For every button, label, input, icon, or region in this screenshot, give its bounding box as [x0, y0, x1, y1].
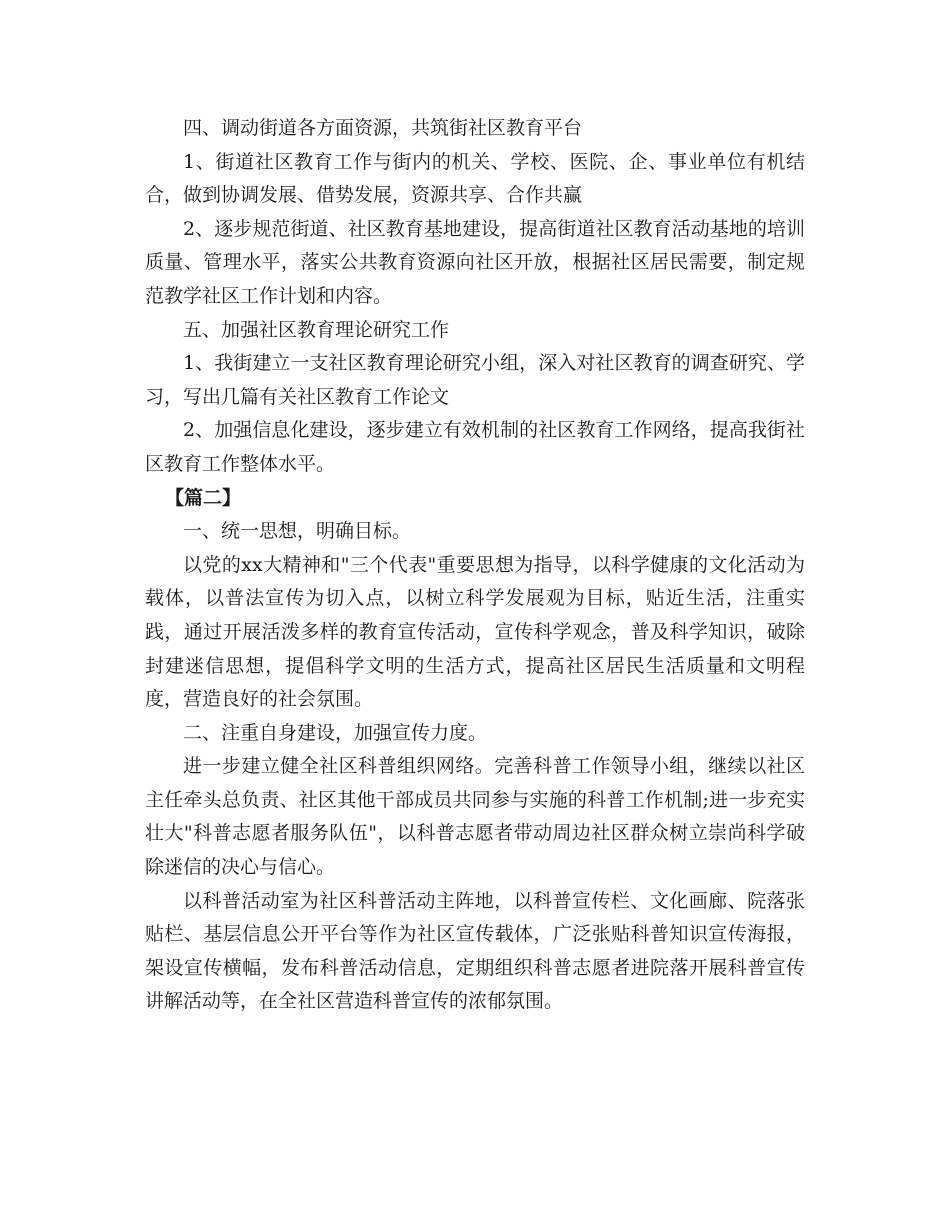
- part-two-heading: 【篇二】: [165, 486, 242, 509]
- paragraph: 以党的xx大精神和"三个代表"重要思想为指导，以科学健康的文化活动为载体，以普法宣传为切入点，以树立科学发展观为目标，贴近生活，注重实践，通过开展活泼多样的教育宣传活动，宣传科学观念，普及科学知识，破除封建迷信思想，提倡科学文明的生活方式，提高社区居民生活质量和文明程度，营造良好的社会氛围。: [145, 553, 805, 711]
- section-heading-2: 二、注重自身建设，加强宣传力度。: [183, 721, 488, 744]
- paragraph: 以科普活动室为社区科普活动主阵地，以科普宣传栏、文化画廊、院落张贴栏、基层信息公开平台等作为社区宣传载体，广泛张贴科普知识宣传海报，架设宣传横幅，发布科普活动信息，定期组织科普志愿者进院落开展科普宣传讲解活动等，在全社区营造科普宣传的浓郁氛围。: [145, 889, 805, 1013]
- document-body: [145, 112, 805, 1019]
- section-heading-1: 一、统一思想，明确目标。: [183, 520, 412, 543]
- paragraph: 1、我街建立一支社区教育理论研究小组，深入对社区教育的调查研究、学习，写出几篇有关社区教育工作论文: [145, 352, 805, 408]
- section-heading-4: 四、调动街道各方面资源，共筑街社区教育平台: [183, 117, 583, 139]
- section-heading-5: 五、加强社区教育理论研究工作: [183, 318, 450, 341]
- paragraph: 2、逐步规范街道、社区教育基地建设，提高街道社区教育活动基地的培训质量、管理水平，落实公共教育资源向社区开放，根据社区居民需要，制定规范教学社区工作计划和内容。: [145, 217, 805, 307]
- paragraph: 2、加强信息化建设，逐步建立有效机制的社区教育工作网络，提高我街社区教育工作整体水平。: [145, 419, 805, 475]
- paragraph: 进一步建立健全社区科普组织网络。完善科普工作领导小组，继续以社区主任牵头总负责、社区其他干部成员共同参与实施的科普工作机制;进一步充实壮大"科普志愿者服务队伍"，以科普志愿者带动周边社区群众树立崇尚科学破除迷信的决心与信心。: [145, 755, 805, 879]
- paragraph: 1、街道社区教育工作与街内的机关、学校、医院、企、事业单位有机结合，做到协调发展、借势发展，资源共享、合作共赢: [145, 150, 805, 207]
